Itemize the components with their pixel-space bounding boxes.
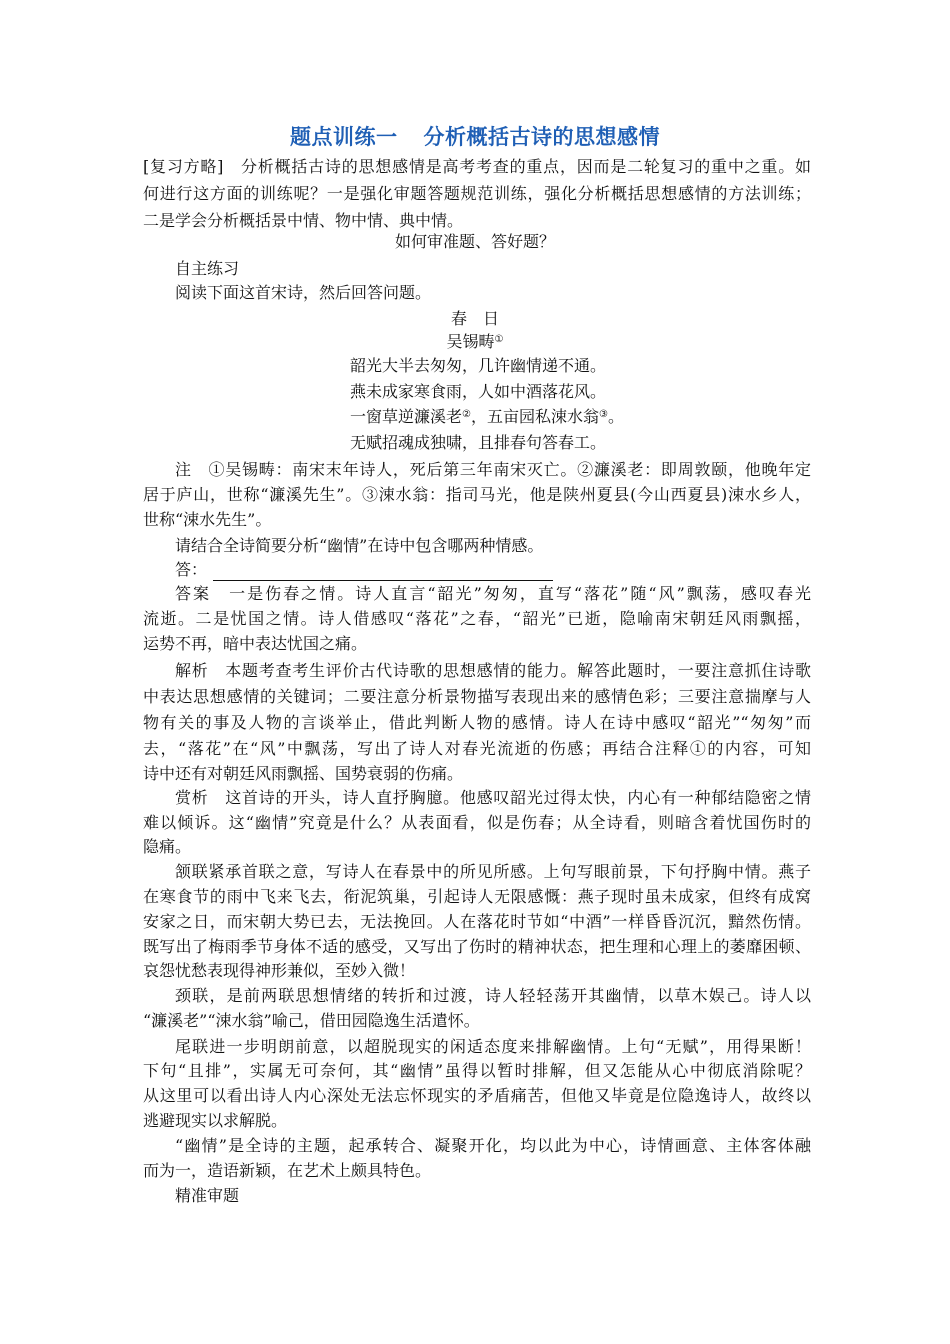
analysis-line: 诗中还有对朝廷风雨飘摇、国势衰弱的伤痛。 [143, 764, 464, 783]
summary-line: “幽情”是全诗的主题，起承转合、凝聚开化，均以此为中心，诗情画意、主体客体融 [175, 1136, 811, 1155]
couplet4-line: 从这里可以看出诗人内心深处无法忘怀现实的矛盾痛苦，但他又毕竟是位隐逸诗人，故终以 [143, 1086, 811, 1105]
couplet2-line: 安家之日，而宋朝大势已去，无法挽回。人在落花时节如“中酒”一样昏昏沉沉，黯然伤情。 [143, 912, 811, 931]
notes-line: 居于庐山，世称“濂溪先生”。③涑水翁：指司马光，他是陕州夏县(今山西夏县)涑水乡人， [143, 485, 811, 504]
notes-line: 世称“涑水先生”。 [143, 510, 272, 529]
answer-line: 运势不再，暗中表达忧国之痛。 [143, 634, 368, 653]
answer-line: 答案 一是伤春之情。诗人直言“韶光”匆匆，直写“落花”随“风”飘荡，感叹春光 [175, 584, 811, 603]
instruction-text: 阅读下面这首宋诗，然后回答问题。 [175, 283, 432, 302]
appreciation-line: 难以倾诉。这“幽情”究竟是什么？从表面看，似是伤春；从全诗看，则暗含着忧国伤时的 [143, 813, 811, 832]
couplet4-line: 下句“且排”，实属无可奈何，其“幽情”虽得以暂时排解，但又怎能从心中彻底消除呢？ [143, 1061, 811, 1080]
couplet4-line: 逃避现实以求解脱。 [143, 1111, 288, 1130]
answer-line: 流逝。二是忧国之情。诗人借感叹“落花”之春，“韶光”已逝，隐喻南宋朝廷风雨飘摇， [143, 609, 811, 628]
title-part-a: 题点训练一 [290, 125, 398, 149]
couplet4-line: 尾联进一步明朗前意，以超脱现实的闲适态度来排解幽情。上句“无赋”，用得果断！ [175, 1037, 811, 1056]
summary-line: 而为一，造语新颖，在艺术上颇具特色。 [143, 1161, 432, 1180]
couplet3-line: 颈联，是前两联思想情绪的转折和过渡，诗人轻轻荡开其幽情，以草木娱己。诗人以 [175, 986, 811, 1005]
poem-author: 吴锡畴① [446, 332, 504, 351]
strategy-line: [复习方略] 分析概括古诗的思想感情是高考考查的重点，因而是二轮复习的重中之重。如 [143, 157, 811, 176]
poem-title: 春 日 [450, 309, 499, 328]
analysis-line: 物有关的事及人物的言谈举止，借此判断人物的感情。诗人在诗中感叹“韶光”“匆匆”而 [143, 713, 811, 732]
appreciation-line: 隐痛。 [143, 837, 192, 856]
poem-line: 韶光大半去匆匆，几许幽情递不通。 [350, 356, 607, 375]
page-title [0, 121, 950, 151]
answer-field: 答： [175, 559, 553, 581]
appreciation-line: 赏析 这首诗的开头，诗人直抒胸臆。他感叹韶光过得太快，内心有一种郁结隐密之情 [175, 788, 811, 807]
note-marker: ③ [599, 409, 608, 420]
self-practice-heading: 自主练习 [175, 259, 240, 278]
poem-line: 燕未成家寒食雨，人如中酒落花风。 [350, 382, 607, 401]
notes-line: 注 ①吴锡畴：南宋末年诗人，死后第三年南宋灭亡。②濂溪老：即周敦颐，他晚年定 [175, 460, 811, 479]
couplet2-line: 颔联紧承首联之意，写诗人在春景中的所见所感。上句写眼前景，下句抒胸中情。燕子 [175, 862, 811, 881]
couplet2-line: 在寒食节的雨中飞来飞去，衔泥筑巢，引起诗人无限感慨：燕子现时虽未成家，但终有成窝 [143, 887, 811, 906]
precise-heading: 精准审题 [175, 1186, 240, 1205]
analysis-line: 去，“落花”在“风”中飘荡，写出了诗人对春光流逝的伤感；再结合注释①的内容，可知 [143, 739, 811, 758]
analysis-line: 中表达思想感情的关键词；二要注意分析景物描写表现出来的感情色彩；三要注意揣摩与人 [143, 687, 811, 706]
question-text: 请结合全诗简要分析“幽情”在诗中包含哪两种情感。 [175, 536, 544, 555]
analysis-line: 解析 本题考查考生评价古代诗歌的思想感情的能力。解答此题时，一要注意抓住诗歌 [175, 661, 811, 680]
couplet2-line: 哀怨忧愁表现得神形兼似，至妙入微！ [143, 961, 416, 980]
strategy-line: 何进行这方面的训练呢？一是强化审题答题规范训练，强化分析概括思想感情的方法训练； [143, 184, 811, 203]
title-part-b: 分析概括古诗的思想感情 [423, 125, 660, 149]
section-heading: 如何审准题、答好题？ [394, 232, 555, 251]
poem-line: 一窗草逆濂溪老②，五亩园私涑水翁③。 [350, 407, 624, 426]
note-marker: ① [494, 334, 504, 345]
answer-blank[interactable] [213, 564, 553, 581]
couplet3-line: “濂溪老”“涑水翁”喻己，借田园隐逸生活遣怀。 [143, 1011, 480, 1030]
note-marker: ② [462, 409, 471, 420]
poem-line: 无赋招魂成独啸，且排春句答春工。 [350, 433, 607, 452]
couplet2-line: 既写出了梅雨季节身体不适的感受，又写出了伤时的精神状态，把生理和心理上的萎靡困顿、 [143, 937, 811, 956]
strategy-line: 二是学会分析概括景中情、物中情、典中情。 [143, 211, 464, 230]
